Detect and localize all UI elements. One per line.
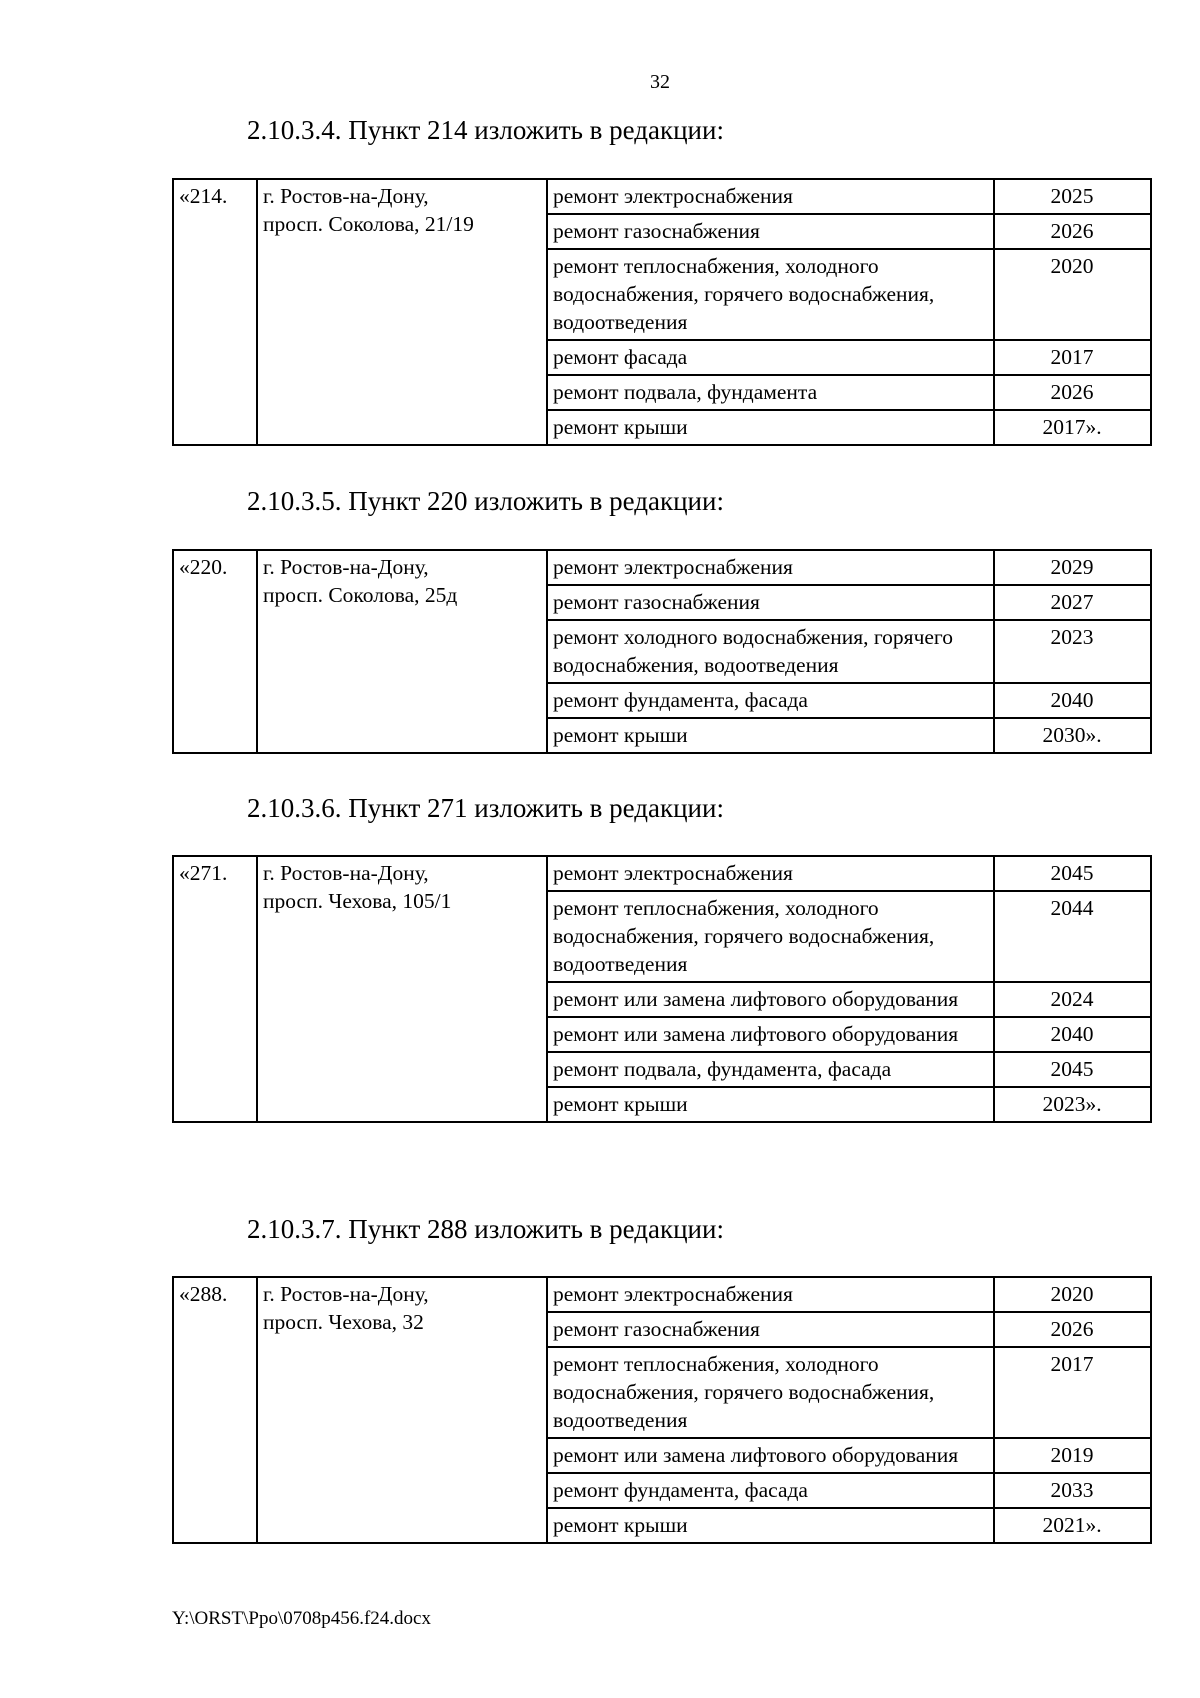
work-type: ремонт электроснабжения — [547, 179, 994, 214]
address-city: г. Ростов-на-Дону, — [263, 1282, 429, 1306]
work-type: ремонт электроснабжения — [547, 550, 994, 585]
item-number: «214. — [173, 179, 257, 445]
item-number: «288. — [173, 1277, 257, 1543]
item-number: «271. — [173, 856, 257, 1122]
repair-table — [172, 178, 1152, 446]
work-type: ремонт подвала, фундамента, фасада — [547, 1052, 994, 1087]
repair-table — [172, 855, 1152, 1123]
work-type: ремонт электроснабжения — [547, 856, 994, 891]
work-type: ремонт теплоснабжения, холодного водоснабжения, горячего водоснабжения, водоотведения — [547, 891, 994, 982]
work-year: 2045 — [994, 1052, 1151, 1087]
table-row — [173, 856, 1151, 891]
table-row — [173, 1277, 1151, 1312]
item-number: «220. — [173, 550, 257, 753]
work-type: ремонт крыши — [547, 1087, 994, 1122]
work-year: 2025 — [994, 179, 1151, 214]
work-type: ремонт газоснабжения — [547, 585, 994, 620]
address-cell — [257, 179, 547, 445]
section-heading: 2.10.3.7. Пункт 288 изложить в редакции: — [247, 1214, 724, 1244]
address-street: просп. Соколова, 25д — [263, 583, 458, 607]
work-year: 2020 — [994, 1277, 1151, 1312]
work-year: 2019 — [994, 1438, 1151, 1473]
work-type: ремонт или замена лифтового оборудования — [547, 1438, 994, 1473]
work-type: ремонт электроснабжения — [547, 1277, 994, 1312]
work-type: ремонт крыши — [547, 1508, 994, 1543]
work-year: 2026 — [994, 214, 1151, 249]
section-heading: 2.10.3.5. Пункт 220 изложить в редакции: — [247, 486, 724, 516]
table-row — [173, 179, 1151, 214]
work-type: ремонт теплоснабжения, холодного водоснабжения, горячего водоснабжения, водоотведения — [547, 1347, 994, 1438]
address-city: г. Ростов-на-Дону, — [263, 555, 429, 579]
work-year: 2026 — [994, 375, 1151, 410]
work-year: 2017 — [994, 1347, 1151, 1438]
work-year: 2017 — [994, 340, 1151, 375]
repair-table — [172, 549, 1152, 754]
address-street: просп. Соколова, 21/19 — [263, 212, 474, 236]
work-year: 2023». — [994, 1087, 1151, 1122]
work-year: 2040 — [994, 683, 1151, 718]
work-year: 2030». — [994, 718, 1151, 753]
work-type: ремонт подвала, фундамента — [547, 375, 994, 410]
work-type: ремонт или замена лифтового оборудования — [547, 1017, 994, 1052]
work-year: 2020 — [994, 249, 1151, 340]
work-year: 2040 — [994, 1017, 1151, 1052]
work-year: 2017». — [994, 410, 1151, 445]
work-type: ремонт фасада — [547, 340, 994, 375]
work-year: 2024 — [994, 982, 1151, 1017]
address-street: просп. Чехова, 105/1 — [263, 889, 452, 913]
work-year: 2023 — [994, 620, 1151, 683]
work-type: ремонт газоснабжения — [547, 1312, 994, 1347]
work-year: 2026 — [994, 1312, 1151, 1347]
work-type: ремонт крыши — [547, 410, 994, 445]
work-type: ремонт фундамента, фасада — [547, 1473, 994, 1508]
address-street: просп. Чехова, 32 — [263, 1310, 424, 1334]
repair-table — [172, 1276, 1152, 1544]
work-type: ремонт теплоснабжения, холодного водоснабжения, горячего водоснабжения, водоотведения — [547, 249, 994, 340]
work-year: 2045 — [994, 856, 1151, 891]
address-cell — [257, 856, 547, 1122]
address-city: г. Ростов-на-Дону, — [263, 861, 429, 885]
page-number: 32 — [650, 71, 670, 93]
section-heading: 2.10.3.4. Пункт 214 изложить в редакции: — [247, 115, 724, 145]
work-year: 2033 — [994, 1473, 1151, 1508]
work-type: ремонт холодного водоснабжения, горячего водоснабжения, водоотведения — [547, 620, 994, 683]
work-type: ремонт или замена лифтового оборудования — [547, 982, 994, 1017]
address-cell — [257, 550, 547, 753]
table-row — [173, 550, 1151, 585]
work-type: ремонт газоснабжения — [547, 214, 994, 249]
file-path-footer: Y:\ORST\Ppo\0708p456.f24.docx — [172, 1608, 431, 1629]
section-heading: 2.10.3.6. Пункт 271 изложить в редакции: — [247, 793, 724, 823]
work-type: ремонт фундамента, фасада — [547, 683, 994, 718]
work-year: 2029 — [994, 550, 1151, 585]
address-city: г. Ростов-на-Дону, — [263, 184, 429, 208]
work-type: ремонт крыши — [547, 718, 994, 753]
work-year: 2021». — [994, 1508, 1151, 1543]
work-year: 2044 — [994, 891, 1151, 982]
work-year: 2027 — [994, 585, 1151, 620]
address-cell — [257, 1277, 547, 1543]
